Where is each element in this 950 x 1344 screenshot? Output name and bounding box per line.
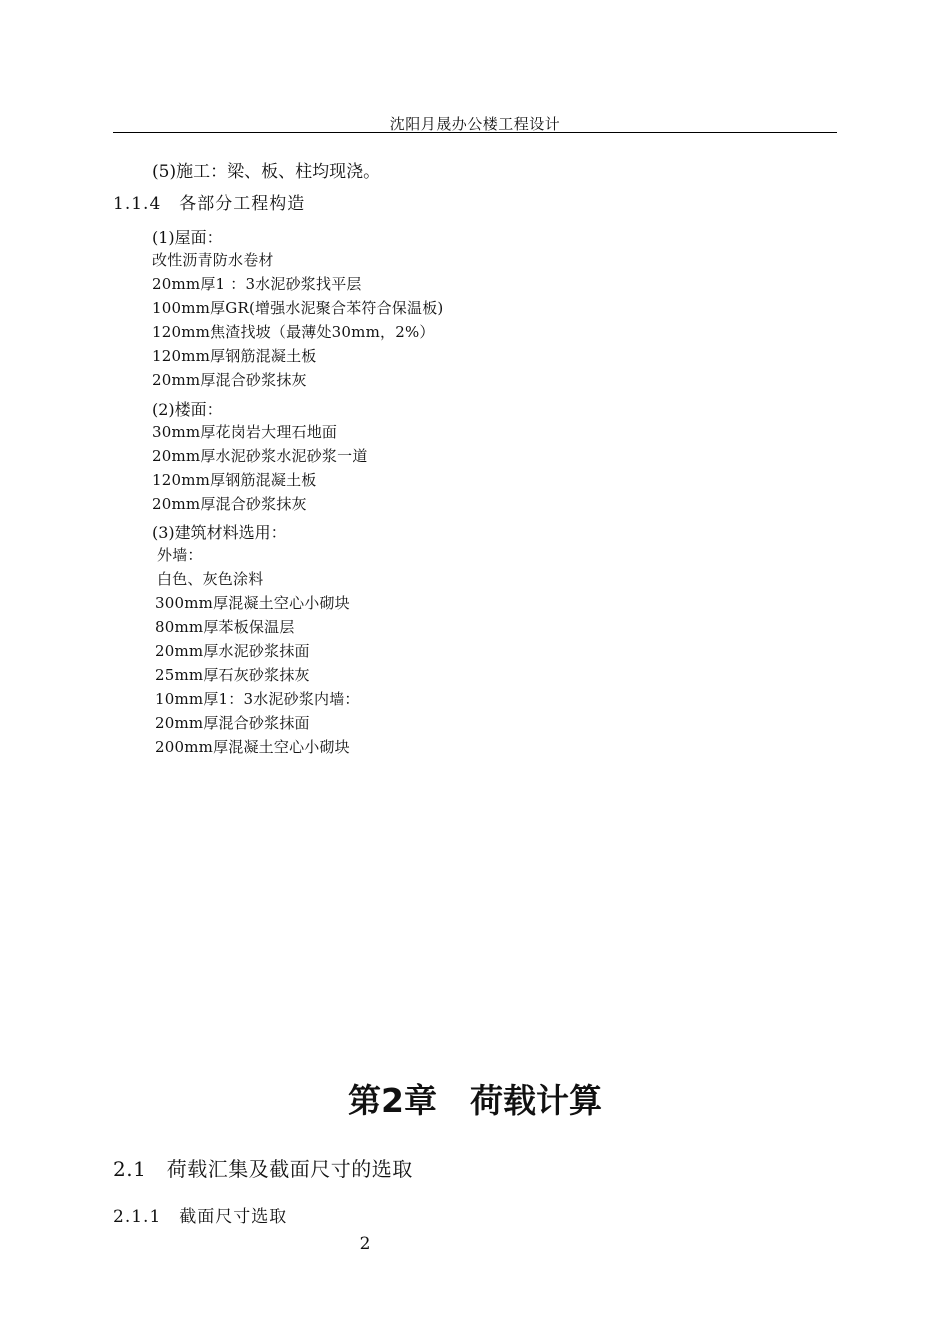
material-item: 25mm厚石灰砂浆抹灰 bbox=[155, 666, 310, 684]
material-item: 20mm厚混合砂浆抹面 bbox=[155, 714, 310, 732]
floor-subheading: (2)楼面： bbox=[152, 400, 223, 419]
roof-subheading: (1)屋面： bbox=[152, 228, 223, 247]
page-number: 2 bbox=[359, 1234, 371, 1254]
floor-layer: 30mm厚花岗岩大理石地面 bbox=[152, 423, 338, 441]
material-item: 300mm厚混凝土空心小砌块 bbox=[155, 594, 350, 612]
floor-layer: 120mm厚钢筋混凝土板 bbox=[152, 471, 317, 489]
roof-layer: 改性沥青防水卷材 bbox=[152, 251, 274, 269]
section-heading-2-1-1: 2.1.1 截面尺寸选取 bbox=[113, 1207, 288, 1227]
roof-layer: 120mm厚钢筋混凝土板 bbox=[152, 347, 317, 365]
running-header: 沈阳月晟办公楼工程设计 bbox=[389, 115, 561, 133]
material-item: 20mm厚水泥砂浆抹面 bbox=[155, 642, 310, 660]
roof-layer: 20mm厚1 ：3水泥砂浆找平层 bbox=[152, 275, 362, 293]
material-item: 10mm厚1：3水泥砂浆内墙： bbox=[155, 690, 360, 708]
roof-layer: 100mm厚GR(增强水泥聚合苯符合保温板) bbox=[152, 299, 444, 317]
roof-layer: 20mm厚混合砂浆抹灰 bbox=[152, 371, 307, 389]
section-heading-2-1: 2.1 荷载汇集及截面尺寸的选取 bbox=[113, 1157, 413, 1181]
materials-subheading: (3)建筑材料选用： bbox=[152, 523, 287, 542]
section-heading-1-1-4: 1.1.4 各部分工程构造 bbox=[113, 194, 306, 214]
material-item: 80mm厚苯板保温层 bbox=[155, 618, 295, 636]
material-item: 200mm厚混凝土空心小砌块 bbox=[155, 738, 350, 756]
chapter-title: 第2章 荷载计算 bbox=[348, 1081, 602, 1120]
construction-note: (5)施工：梁、板、柱均现浇。 bbox=[152, 162, 381, 182]
roof-layer: 120mm焦渣找坡（最薄处30mm，2%） bbox=[152, 323, 435, 341]
material-item: 白色、灰色涂料 bbox=[157, 570, 264, 588]
floor-layer: 20mm厚水泥砂浆水泥砂浆一道 bbox=[152, 447, 368, 465]
header-rule bbox=[113, 132, 837, 133]
material-item: 外墙： bbox=[157, 546, 203, 564]
floor-layer: 20mm厚混合砂浆抹灰 bbox=[152, 495, 307, 513]
